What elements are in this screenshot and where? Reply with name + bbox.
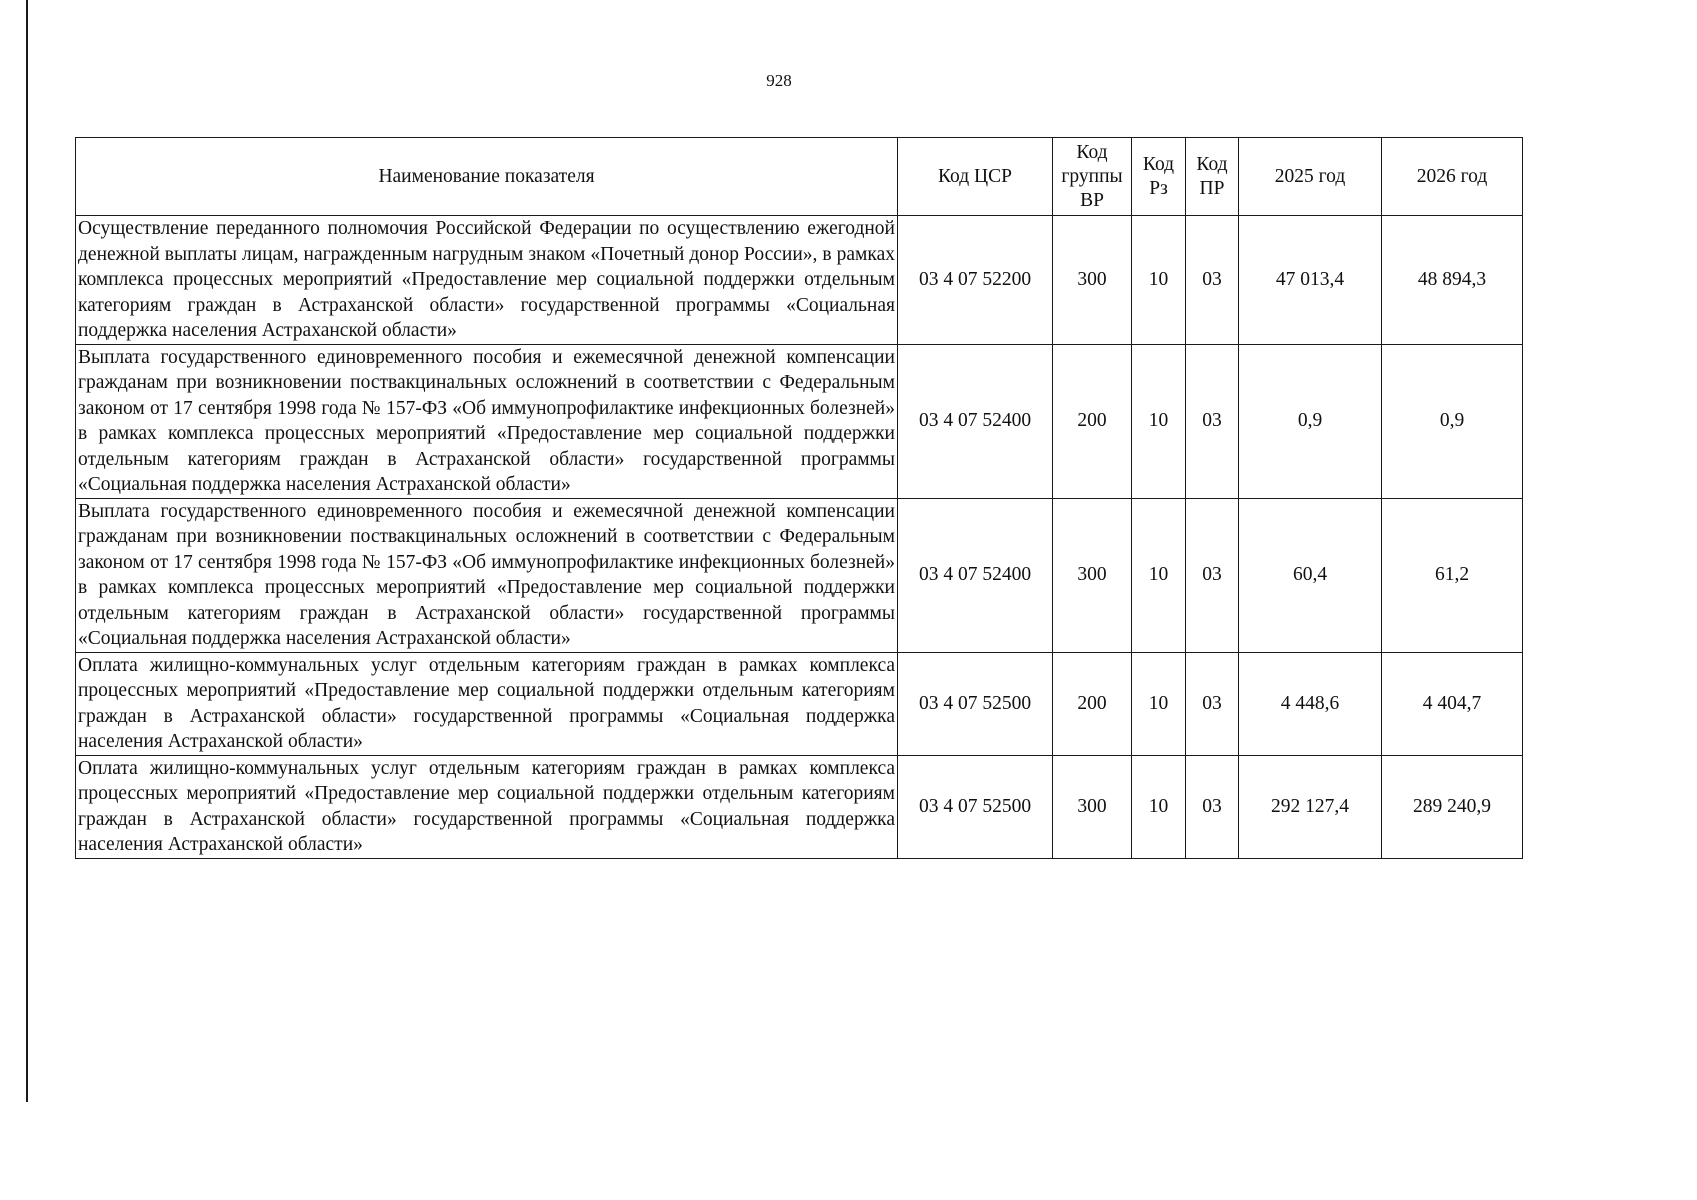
- row-pr: 03: [1186, 344, 1239, 498]
- row-csr: 03 4 07 52200: [898, 216, 1053, 345]
- table-row: [76, 344, 1523, 498]
- row-name: Выплата государственного единовременного пособия и ежемесячной денежной компенсации гражданам при возникновении поствакцинальных осложнений в соответствии с Федеральным законом от 17 сентября 1998 года № 157-ФЗ «Об иммунопрофилактике инфекционных болезней» в рамках комплекса процессных мероприятий «Предоставление мер социальной поддержки отдельным категориям граждан в Астраханской области» государственной программы «Социальная поддержка населения Астраханской области»: [76, 498, 898, 652]
- row-csr: 03 4 07 52400: [898, 498, 1053, 652]
- row-2025: 4 448,6: [1239, 652, 1382, 755]
- row-csr: 03 4 07 52500: [898, 755, 1053, 858]
- row-name: Осуществление переданного полномочия Российской Федерации по осуществлению ежегодной денежной выплаты лицам, награжденным нагрудным знаком «Почетный донор России», в рамках комплекса процессных мероприятий «Предоставление мер социальной поддержки отдельным категориям граждан в Астраханской области» государственной программы «Социальная поддержка населения Астраханской области»: [76, 216, 898, 345]
- table-body: [76, 216, 1523, 859]
- row-2026: 4 404,7: [1382, 652, 1523, 755]
- header-row: [76, 138, 1523, 216]
- header-2026: 2026 год: [1382, 138, 1523, 216]
- row-vr: 200: [1053, 652, 1132, 755]
- table-row: [76, 498, 1523, 652]
- row-name: Оплата жилищно-коммунальных услуг отдельным категориям граждан в рамках комплекса процессных мероприятий «Предоставление мер социальной поддержки отдельным категориям граждан в Астраханской области» государственной программы «Социальная поддержка населения Астраханской области»: [76, 652, 898, 755]
- row-2026: 289 240,9: [1382, 755, 1523, 858]
- page-binding-edge: [26, 0, 28, 1102]
- table-header: [76, 138, 1523, 216]
- row-name: Выплата государственного единовременного пособия и ежемесячной денежной компенсации гражданам при возникновении поствакцинальных осложнений в соответствии с Федеральным законом от 17 сентября 1998 года № 157-ФЗ «Об иммунопрофилактике инфекционных болезней» в рамках комплекса процессных мероприятий «Предоставление мер социальной поддержки отдельным категориям граждан в Астраханской области» государственной программы «Социальная поддержка населения Астраханской области»: [76, 344, 898, 498]
- header-vr: Код группы ВР: [1053, 138, 1132, 216]
- row-2025: 60,4: [1239, 498, 1382, 652]
- row-pr: 03: [1186, 498, 1239, 652]
- row-2026: 48 894,3: [1382, 216, 1523, 345]
- row-vr: 300: [1053, 755, 1132, 858]
- row-vr: 300: [1053, 216, 1132, 345]
- row-rz: 10: [1132, 652, 1186, 755]
- row-2025: 0,9: [1239, 344, 1382, 498]
- table-row: [76, 652, 1523, 755]
- row-name: Оплата жилищно-коммунальных услуг отдельным категориям граждан в рамках комплекса процессных мероприятий «Предоставление мер социальной поддержки отдельным категориям граждан в Астраханской области» государственной программы «Социальная поддержка населения Астраханской области»: [76, 755, 898, 858]
- table-row: [76, 216, 1523, 345]
- row-rz: 10: [1132, 344, 1186, 498]
- row-2026: 0,9: [1382, 344, 1523, 498]
- row-2025: 292 127,4: [1239, 755, 1382, 858]
- row-pr: 03: [1186, 216, 1239, 345]
- table-row: [76, 755, 1523, 858]
- row-2026: 61,2: [1382, 498, 1523, 652]
- row-pr: 03: [1186, 755, 1239, 858]
- header-rz: Код Рз: [1132, 138, 1186, 216]
- header-2025: 2025 год: [1239, 138, 1382, 216]
- row-pr: 03: [1186, 652, 1239, 755]
- row-vr: 200: [1053, 344, 1132, 498]
- row-csr: 03 4 07 52500: [898, 652, 1053, 755]
- row-rz: 10: [1132, 755, 1186, 858]
- row-rz: 10: [1132, 216, 1186, 345]
- page-number: 928: [766, 71, 792, 90]
- header-name: Наименование показателя: [76, 138, 898, 216]
- header-pr: Код ПР: [1186, 138, 1239, 216]
- row-2025: 47 013,4: [1239, 216, 1382, 345]
- row-vr: 300: [1053, 498, 1132, 652]
- header-csr: Код ЦСР: [898, 138, 1053, 216]
- budget-table: [75, 137, 1523, 859]
- row-csr: 03 4 07 52400: [898, 344, 1053, 498]
- row-rz: 10: [1132, 498, 1186, 652]
